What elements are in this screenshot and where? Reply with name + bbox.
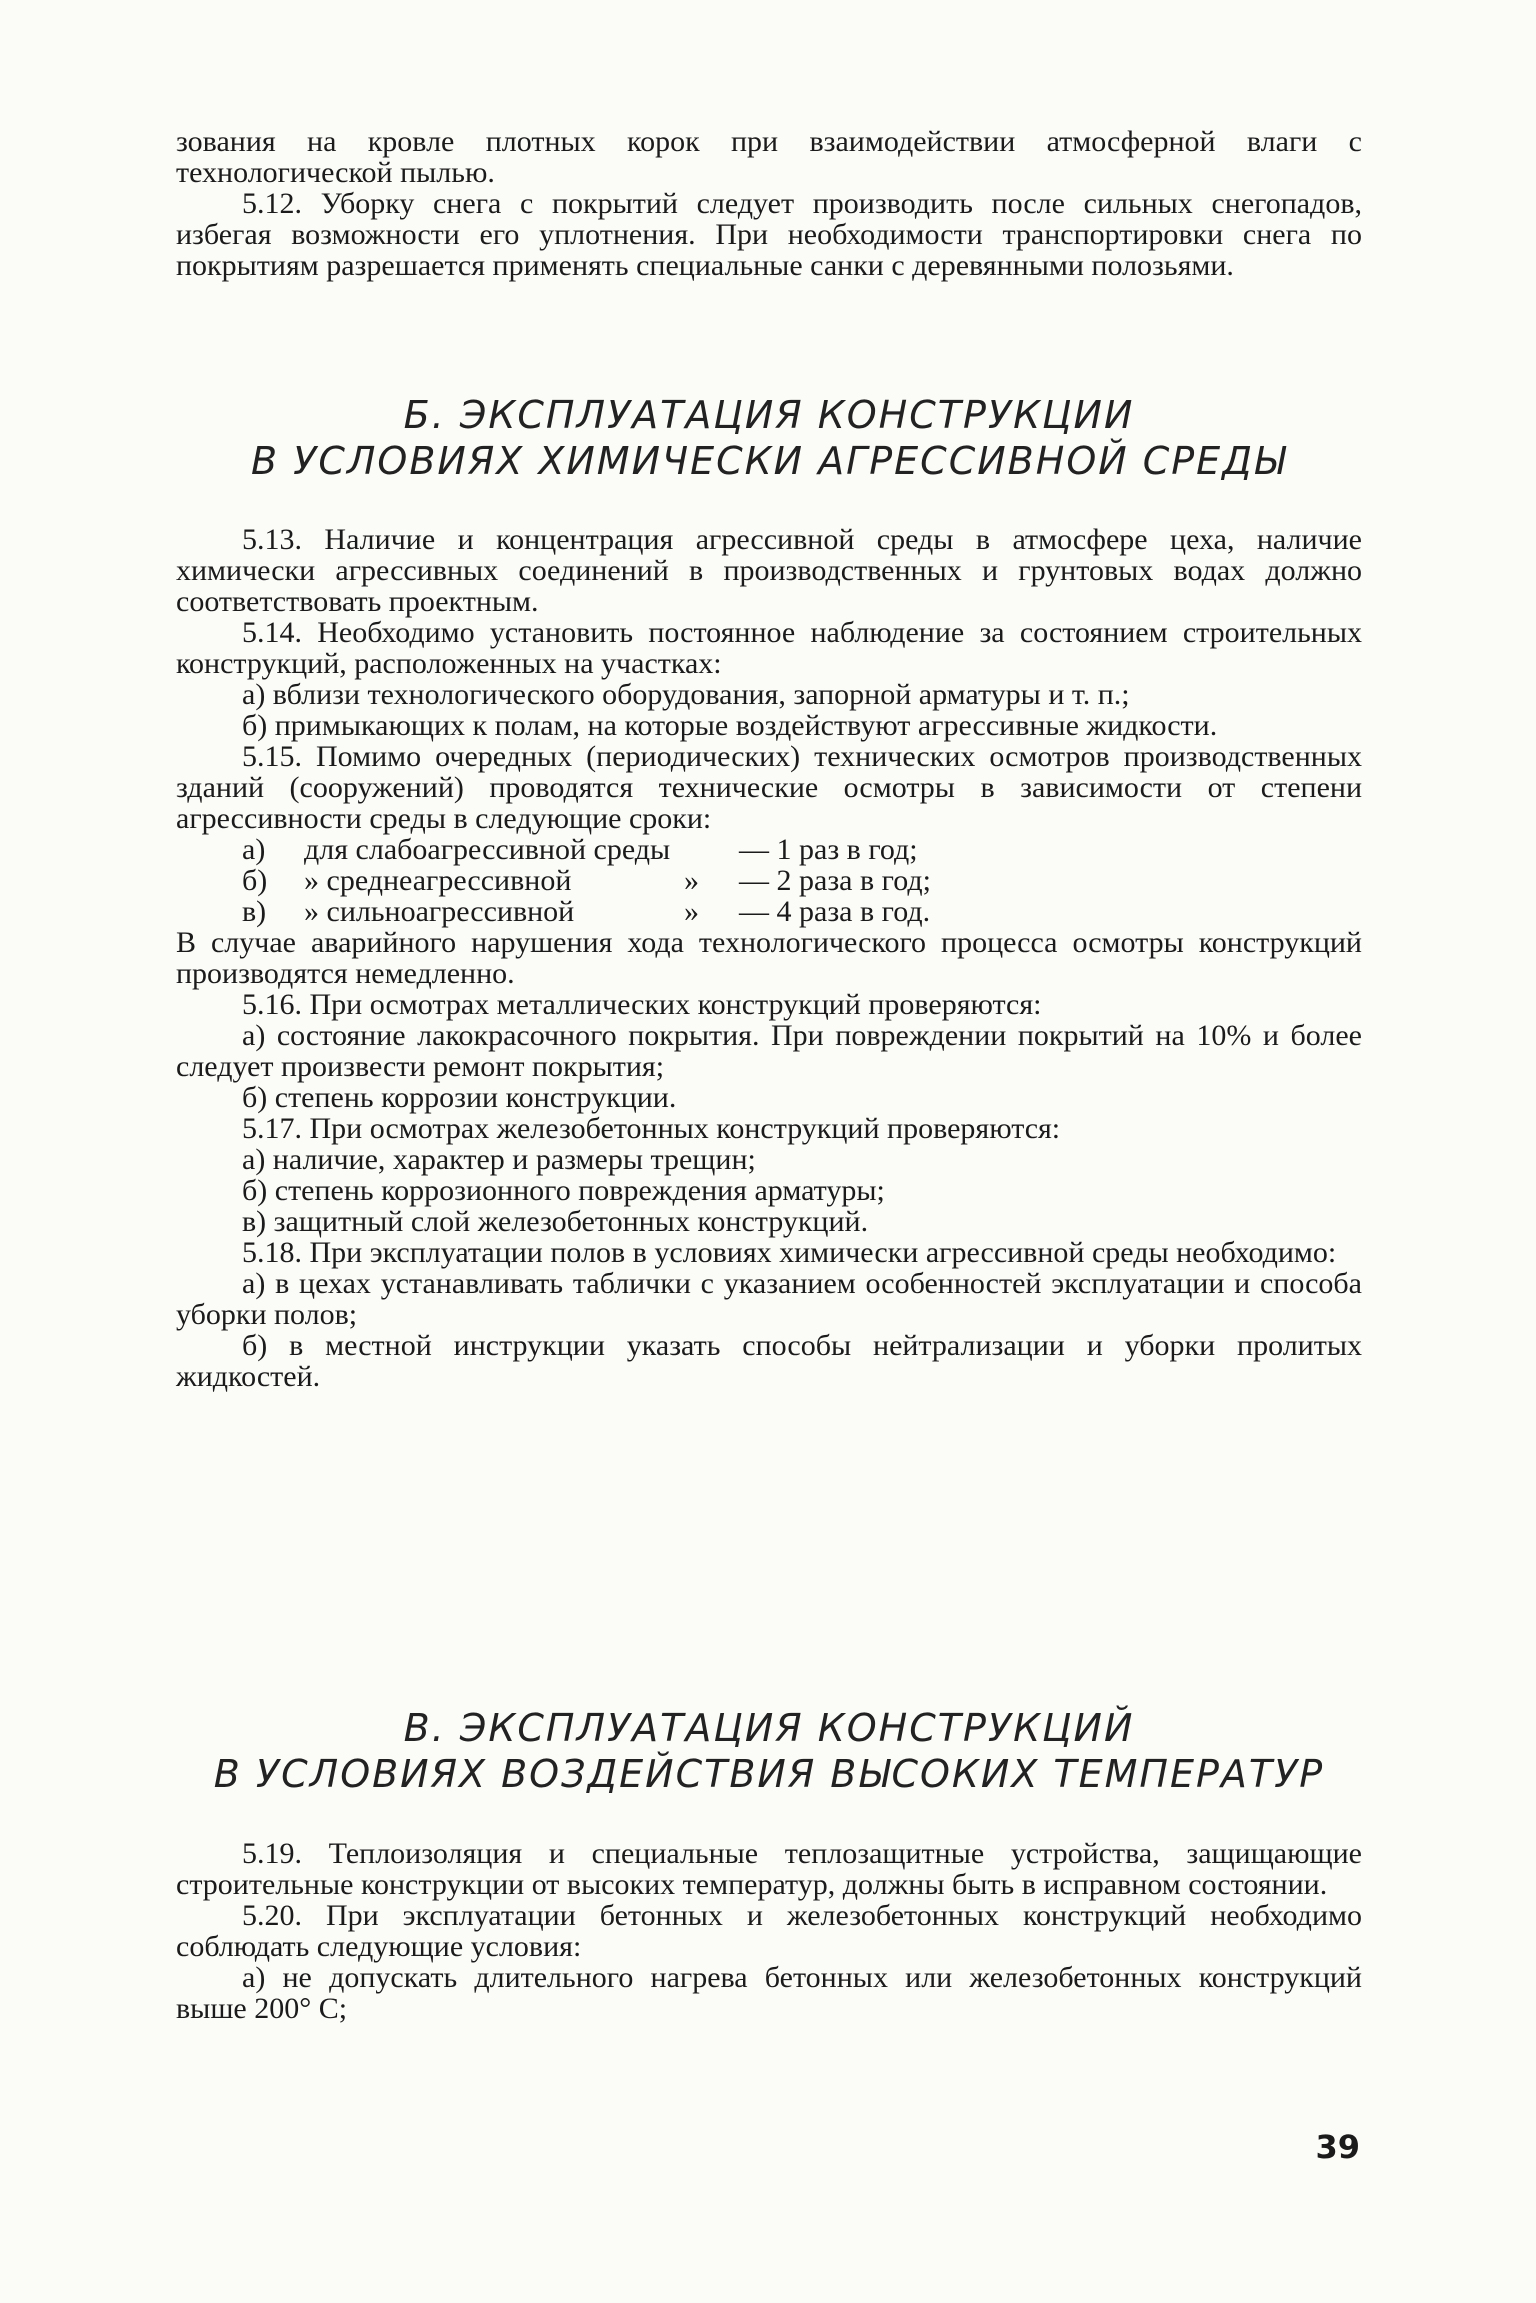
section-v-heading: [176, 1705, 1362, 1797]
paragraph-5-17-a: а) наличие, характер и размеры трещин;: [242, 1143, 756, 1176]
frequency-text: » сильноагрессивной: [304, 895, 575, 928]
paragraph-5-18: 5.18. При эксплуатации полов в условиях химически агрессивной среды необходимо:: [242, 1236, 1337, 1269]
section-v-heading-line1: В. ЭКСПЛУАТАЦИЯ КОНСТРУКЦИЙ: [403, 1706, 1135, 1750]
paragraph-5-18-a: а) в цехах устанавливать таблички с указанием особенностей эксплуатации и способа уборки полов;: [176, 1267, 1362, 1331]
paragraph-5-20-a: а) не допускать длительного нагрева бетонных или железобетонных конструкций выше 200° С;: [176, 1961, 1362, 2025]
frequency-row: [176, 865, 1362, 896]
paragraph-5-17: 5.17. При осмотрах железобетонных конструкций проверяются:: [242, 1112, 1061, 1145]
paragraph-5-14-a: а) вблизи технологического оборудования, запорной арматуры и т. п.;: [242, 678, 1130, 711]
frequency-ditto: »: [684, 895, 699, 928]
frequency-letter: а): [242, 833, 266, 866]
frequency-period: — 4 раза в год.: [739, 895, 931, 928]
frequency-text: для слабоагрессивной среды: [304, 833, 671, 866]
frequency-list: [176, 834, 1362, 927]
paragraph-5-16: 5.16. При осмотрах металлических конструкций проверяются:: [242, 988, 1042, 1021]
frequency-row: [176, 896, 1362, 927]
frequency-letter: б): [242, 864, 268, 897]
paragraph-5-14-b: б) примыкающих к полам, на которые воздействуют агрессивные жидкости.: [242, 709, 1218, 742]
frequency-text: » среднеагрессивной: [304, 864, 572, 897]
frequency-period: — 2 раза в год;: [739, 864, 931, 897]
top-text-block: [176, 126, 1362, 281]
frequency-letter: в): [242, 895, 267, 928]
frequency-row: [176, 834, 1362, 865]
paragraph-5-16-b: б) степень коррозии конструкции.: [242, 1081, 677, 1114]
paragraph-5-20: 5.20. При эксплуатации бетонных и железобетонных конструкций необходимо соблюдать следующие условия:: [176, 1899, 1362, 1963]
section-b-heading: [176, 392, 1362, 484]
paragraph-5-19: 5.19. Теплоизоляция и специальные теплозащитные устройства, защищающие строительные конструкции от высоких температур, должны быть в исправном состоянии.: [176, 1837, 1362, 1901]
section-v-body: [176, 1838, 1362, 2024]
paragraph-5-15: 5.15. Помимо очередных (периодических) технических осмотров производственных зданий (сооружений) проводятся технические осмотры в зависимости от степени агрессивности среды в следующие сроки:: [176, 740, 1362, 835]
paragraph-5-17-b: б) степень коррозионного повреждения арматуры;: [242, 1174, 885, 1207]
frequency-period: — 1 раз в год;: [739, 833, 918, 866]
paragraph-5-17-c: в) защитный слой железобетонных конструкций.: [242, 1205, 869, 1238]
paragraph-continuation: зования на кровле плотных корок при взаимодействии атмосферной влаги с технологической пылью.: [176, 125, 1362, 189]
section-b-body: [176, 524, 1362, 1392]
paragraph-5-12: 5.12. Уборку снега с покрытий следует производить после сильных снегопадов, избегая возможности его уплотнения. При необходимости транспортировки снега по покрытиям разрешается применять специальные санки с деревянными полозьями.: [176, 187, 1362, 282]
frequency-ditto: »: [684, 864, 699, 897]
section-b-heading-line2: В УСЛОВИЯХ ХИМИЧЕСКИ АГРЕССИВНОЙ СРЕДЫ: [251, 439, 1287, 483]
paragraph-5-16-a: а) состояние лакокрасочного покрытия. При повреждении покрытий на 10% и более следует произвести ремонт покрытия;: [176, 1019, 1362, 1083]
paragraph-5-15-end: В случае аварийного нарушения хода технологического процесса осмотры конструкций производятся немедленно.: [176, 926, 1362, 990]
paragraph-5-14: 5.14. Необходимо установить постоянное наблюдение за состоянием строительных конструкций, расположенных на участках:: [176, 616, 1362, 680]
page-number: 39: [1315, 2128, 1360, 2166]
paragraph-5-13: 5.13. Наличие и концентрация агрессивной среды в атмосфере цеха, наличие химически агрессивных соединений в производственных и грунтовых водах должно соответствовать проектным.: [176, 523, 1362, 618]
section-v-heading-line2: В УСЛОВИЯХ ВОЗДЕЙСТВИЯ ВЫСОКИХ ТЕМПЕРАТУР: [213, 1752, 1325, 1796]
section-b-heading-line1: Б. ЭКСПЛУАТАЦИЯ КОНСТРУКЦИИ: [403, 393, 1135, 437]
paragraph-5-18-b: б) в местной инструкции указать способы нейтрализации и уборки пролитых жидкостей.: [176, 1329, 1362, 1393]
